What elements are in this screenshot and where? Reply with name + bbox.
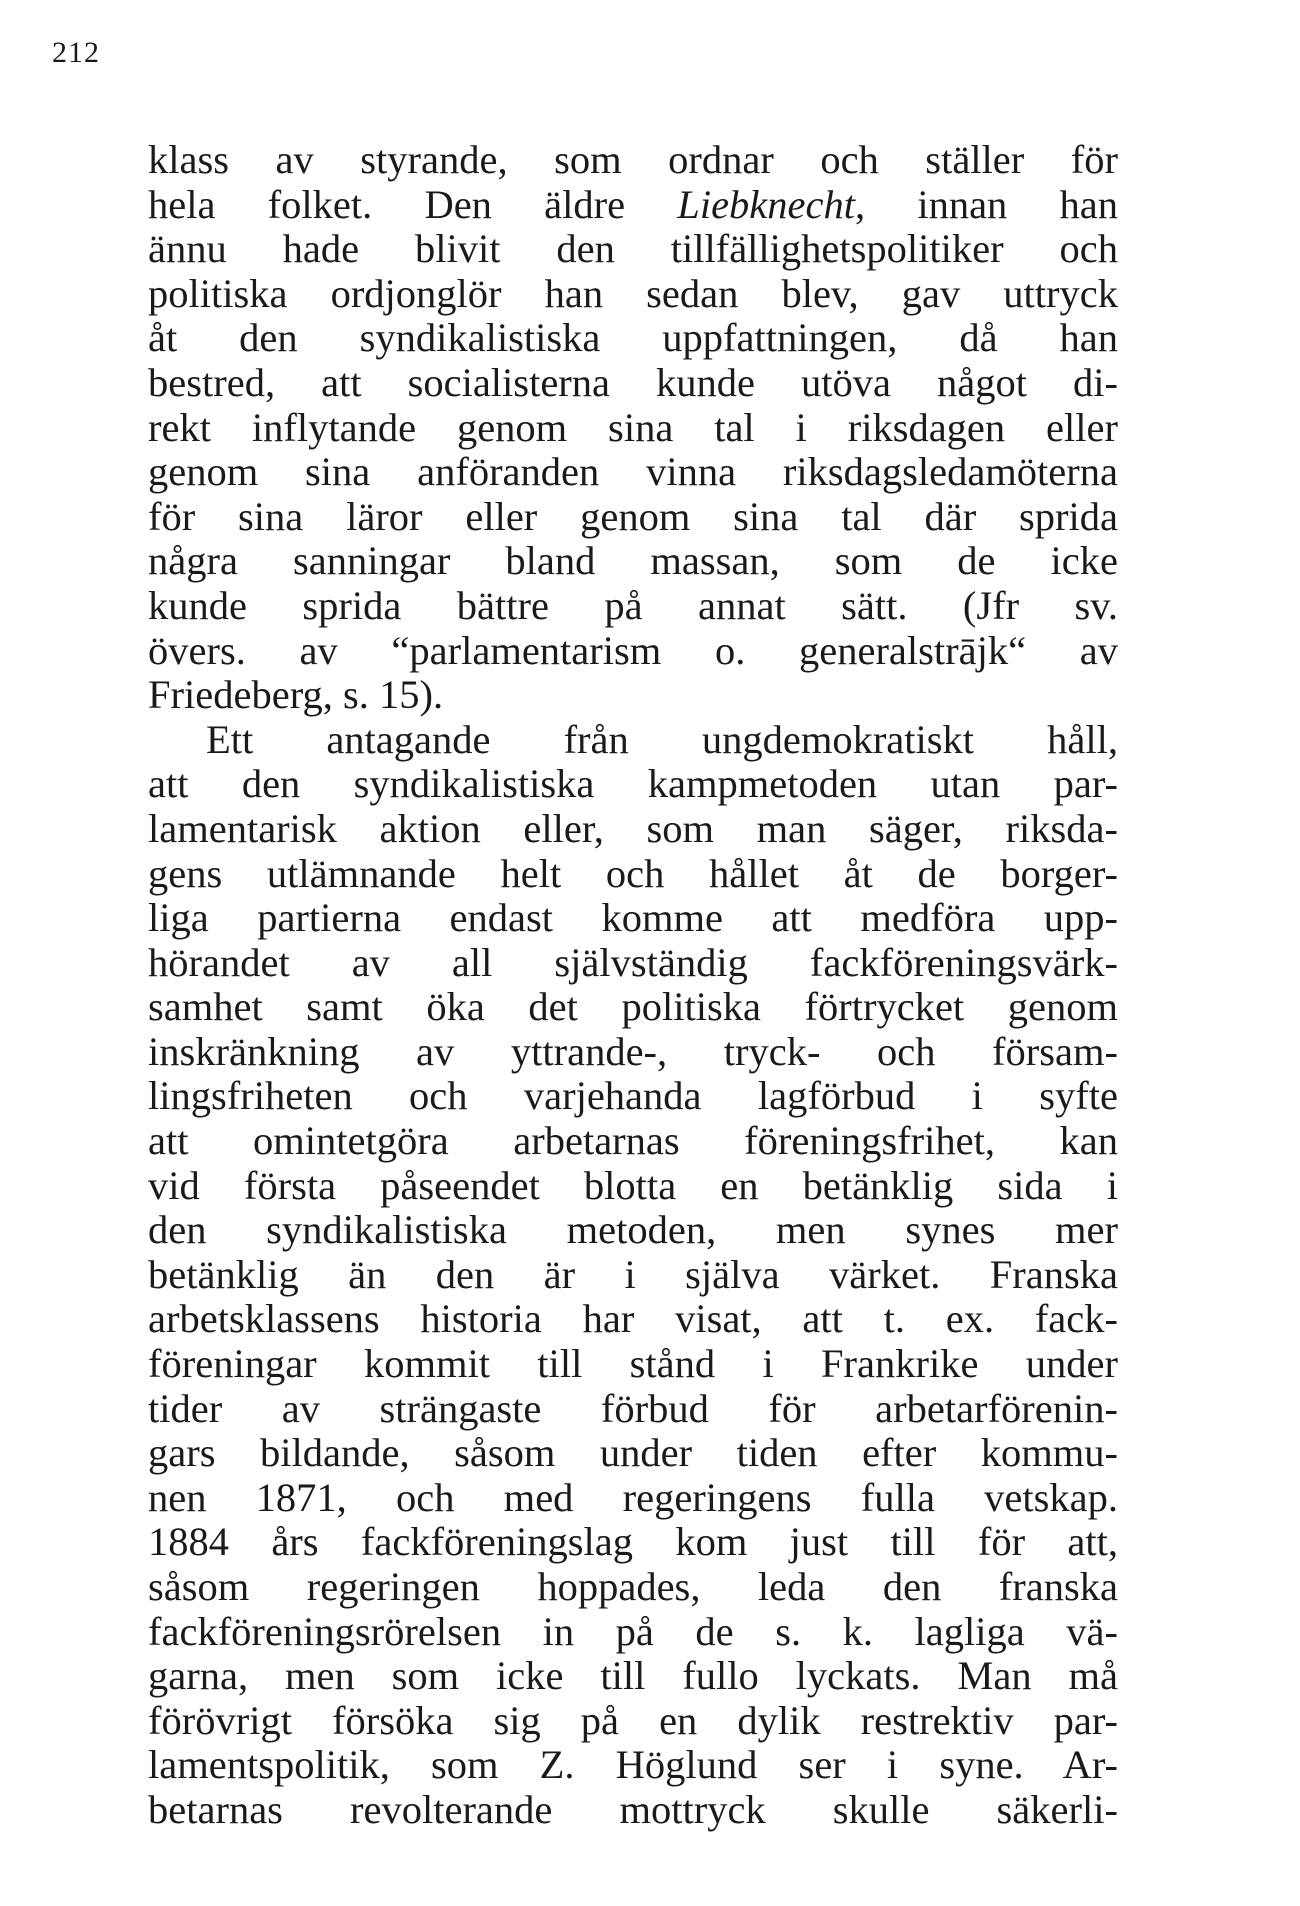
text-run: betarnas revolterande mottryck skulle säkerli- (148, 1786, 1118, 1832)
text-run: kunde sprida bättre på annat sätt. (Jfr sv. (148, 582, 1118, 628)
text-line (148, 852, 1118, 897)
text-line (148, 361, 1118, 406)
text-run: åt den syndikalistiska uppfattningen, då han (148, 315, 1118, 361)
text-line (148, 138, 1118, 183)
text-line (148, 272, 1118, 317)
text-line (148, 406, 1118, 451)
paragraph (148, 138, 1118, 718)
text-line (148, 1164, 1118, 1209)
text-run: hela folket. Den äldre (148, 181, 678, 227)
text-run: genom sina anföranden vinna riksdagsledamöterna (148, 449, 1118, 495)
text-line (148, 1654, 1118, 1699)
text-run: Friedeberg, s. 15). (148, 672, 444, 718)
emphasis-name: Liebknecht (677, 181, 855, 227)
text-run: tider av strängaste förbud för arbetarförenin- (148, 1385, 1118, 1431)
text-run: 1884 års fackföreningslag kom just till för att, (148, 1519, 1118, 1565)
text-line (148, 1476, 1118, 1521)
text-run: vid första påseendet blotta en betänklig sida i (148, 1162, 1118, 1208)
text-run: lingsfriheten och varjehanda lagförbud i syfte (148, 1073, 1118, 1119)
text-line (148, 1119, 1118, 1164)
text-run: Ett antagande från ungdemokratiskt håll, (206, 716, 1118, 762)
text-run: betänklig än den är i själva värket. Franska (148, 1251, 1118, 1297)
text-line (148, 1699, 1118, 1744)
text-run: , innan han (854, 181, 1118, 227)
text-run: inskränkning av yttrande-, tryck- och försam- (148, 1028, 1118, 1074)
body-text (148, 138, 1118, 1833)
text-run: liga partierna endast komme att medföra upp- (148, 895, 1118, 941)
text-run: några sanningar bland massan, som de icke (148, 538, 1118, 584)
text-run: förövrigt försöka sig på en dylik restrektiv par- (148, 1697, 1118, 1743)
text-line (148, 1297, 1118, 1342)
text-line (148, 227, 1118, 272)
text-line (148, 629, 1118, 674)
text-line (148, 539, 1118, 584)
text-run: den syndikalistiska metoden, men synes mer (148, 1207, 1118, 1253)
text-line (148, 495, 1118, 540)
text-line (148, 450, 1118, 495)
text-line (148, 1342, 1118, 1387)
text-line (148, 1565, 1118, 1610)
text-line (148, 673, 1118, 718)
text-run: politiska ordjonglör han sedan blev, gav uttryck (148, 270, 1118, 316)
text-line (148, 183, 1118, 228)
text-run: hörandet av all självständig fackföreningsvärk- (148, 939, 1118, 985)
text-run: nen 1871, och med regeringens fulla vetskap. (148, 1474, 1118, 1520)
text-run: övers. av “parlamentarism o. generalstrājk“ av (148, 627, 1118, 673)
text-run: att den syndikalistiska kampmetoden utan par- (148, 761, 1118, 807)
text-line (148, 1610, 1118, 1655)
text-line (148, 1074, 1118, 1119)
paragraph (148, 718, 1118, 1833)
text-run: att omintetgöra arbetarnas föreningsfrihet, kan (148, 1118, 1118, 1164)
text-run: garna, men som icke till fullo lyckats. Man må (148, 1653, 1118, 1699)
text-line (148, 718, 1118, 763)
text-line (148, 1520, 1118, 1565)
text-run: samhet samt öka det politiska förtrycket genom (148, 984, 1118, 1030)
page-number: 212 (52, 36, 100, 69)
text-line (148, 1253, 1118, 1298)
text-run: föreningar kommit till stånd i Frankrike under (148, 1341, 1118, 1387)
text-line (148, 762, 1118, 807)
text-run: lamentarisk aktion eller, som man säger, riksda- (148, 805, 1118, 851)
text-line (148, 1030, 1118, 1075)
text-line (148, 985, 1118, 1030)
text-line (148, 1387, 1118, 1432)
text-line (148, 584, 1118, 629)
text-line (148, 316, 1118, 361)
text-run: klass av styrande, som ordnar och ställer för (148, 137, 1118, 182)
text-run: bestred, att socialisterna kunde utöva något di- (148, 359, 1118, 405)
text-run: lamentspolitik, som Z. Höglund ser i syne. Ar- (148, 1742, 1118, 1788)
text-line (148, 1788, 1118, 1833)
text-run: ännu hade blivit den tillfällighetspolitiker och (148, 226, 1118, 272)
text-run: arbetsklassens historia har visat, att t. ex. fack- (148, 1296, 1118, 1342)
text-run: gens utlämnande helt och hållet åt de borger- (148, 850, 1118, 896)
text-line (148, 896, 1118, 941)
text-line (148, 1431, 1118, 1476)
text-run: såsom regeringen hoppades, leda den franska (148, 1564, 1118, 1609)
text-line (148, 941, 1118, 986)
text-run: fackföreningsrörelsen in på de s. k. lagliga vä- (148, 1608, 1118, 1654)
text-line (148, 1743, 1118, 1788)
text-run: gars bildande, såsom under tiden efter kommu- (148, 1430, 1118, 1476)
text-run: rekt inflytande genom sina tal i riksdagen eller (148, 404, 1118, 450)
text-run: för sina läror eller genom sina tal där sprida (148, 493, 1118, 539)
text-line (148, 1208, 1118, 1253)
text-line (148, 807, 1118, 852)
